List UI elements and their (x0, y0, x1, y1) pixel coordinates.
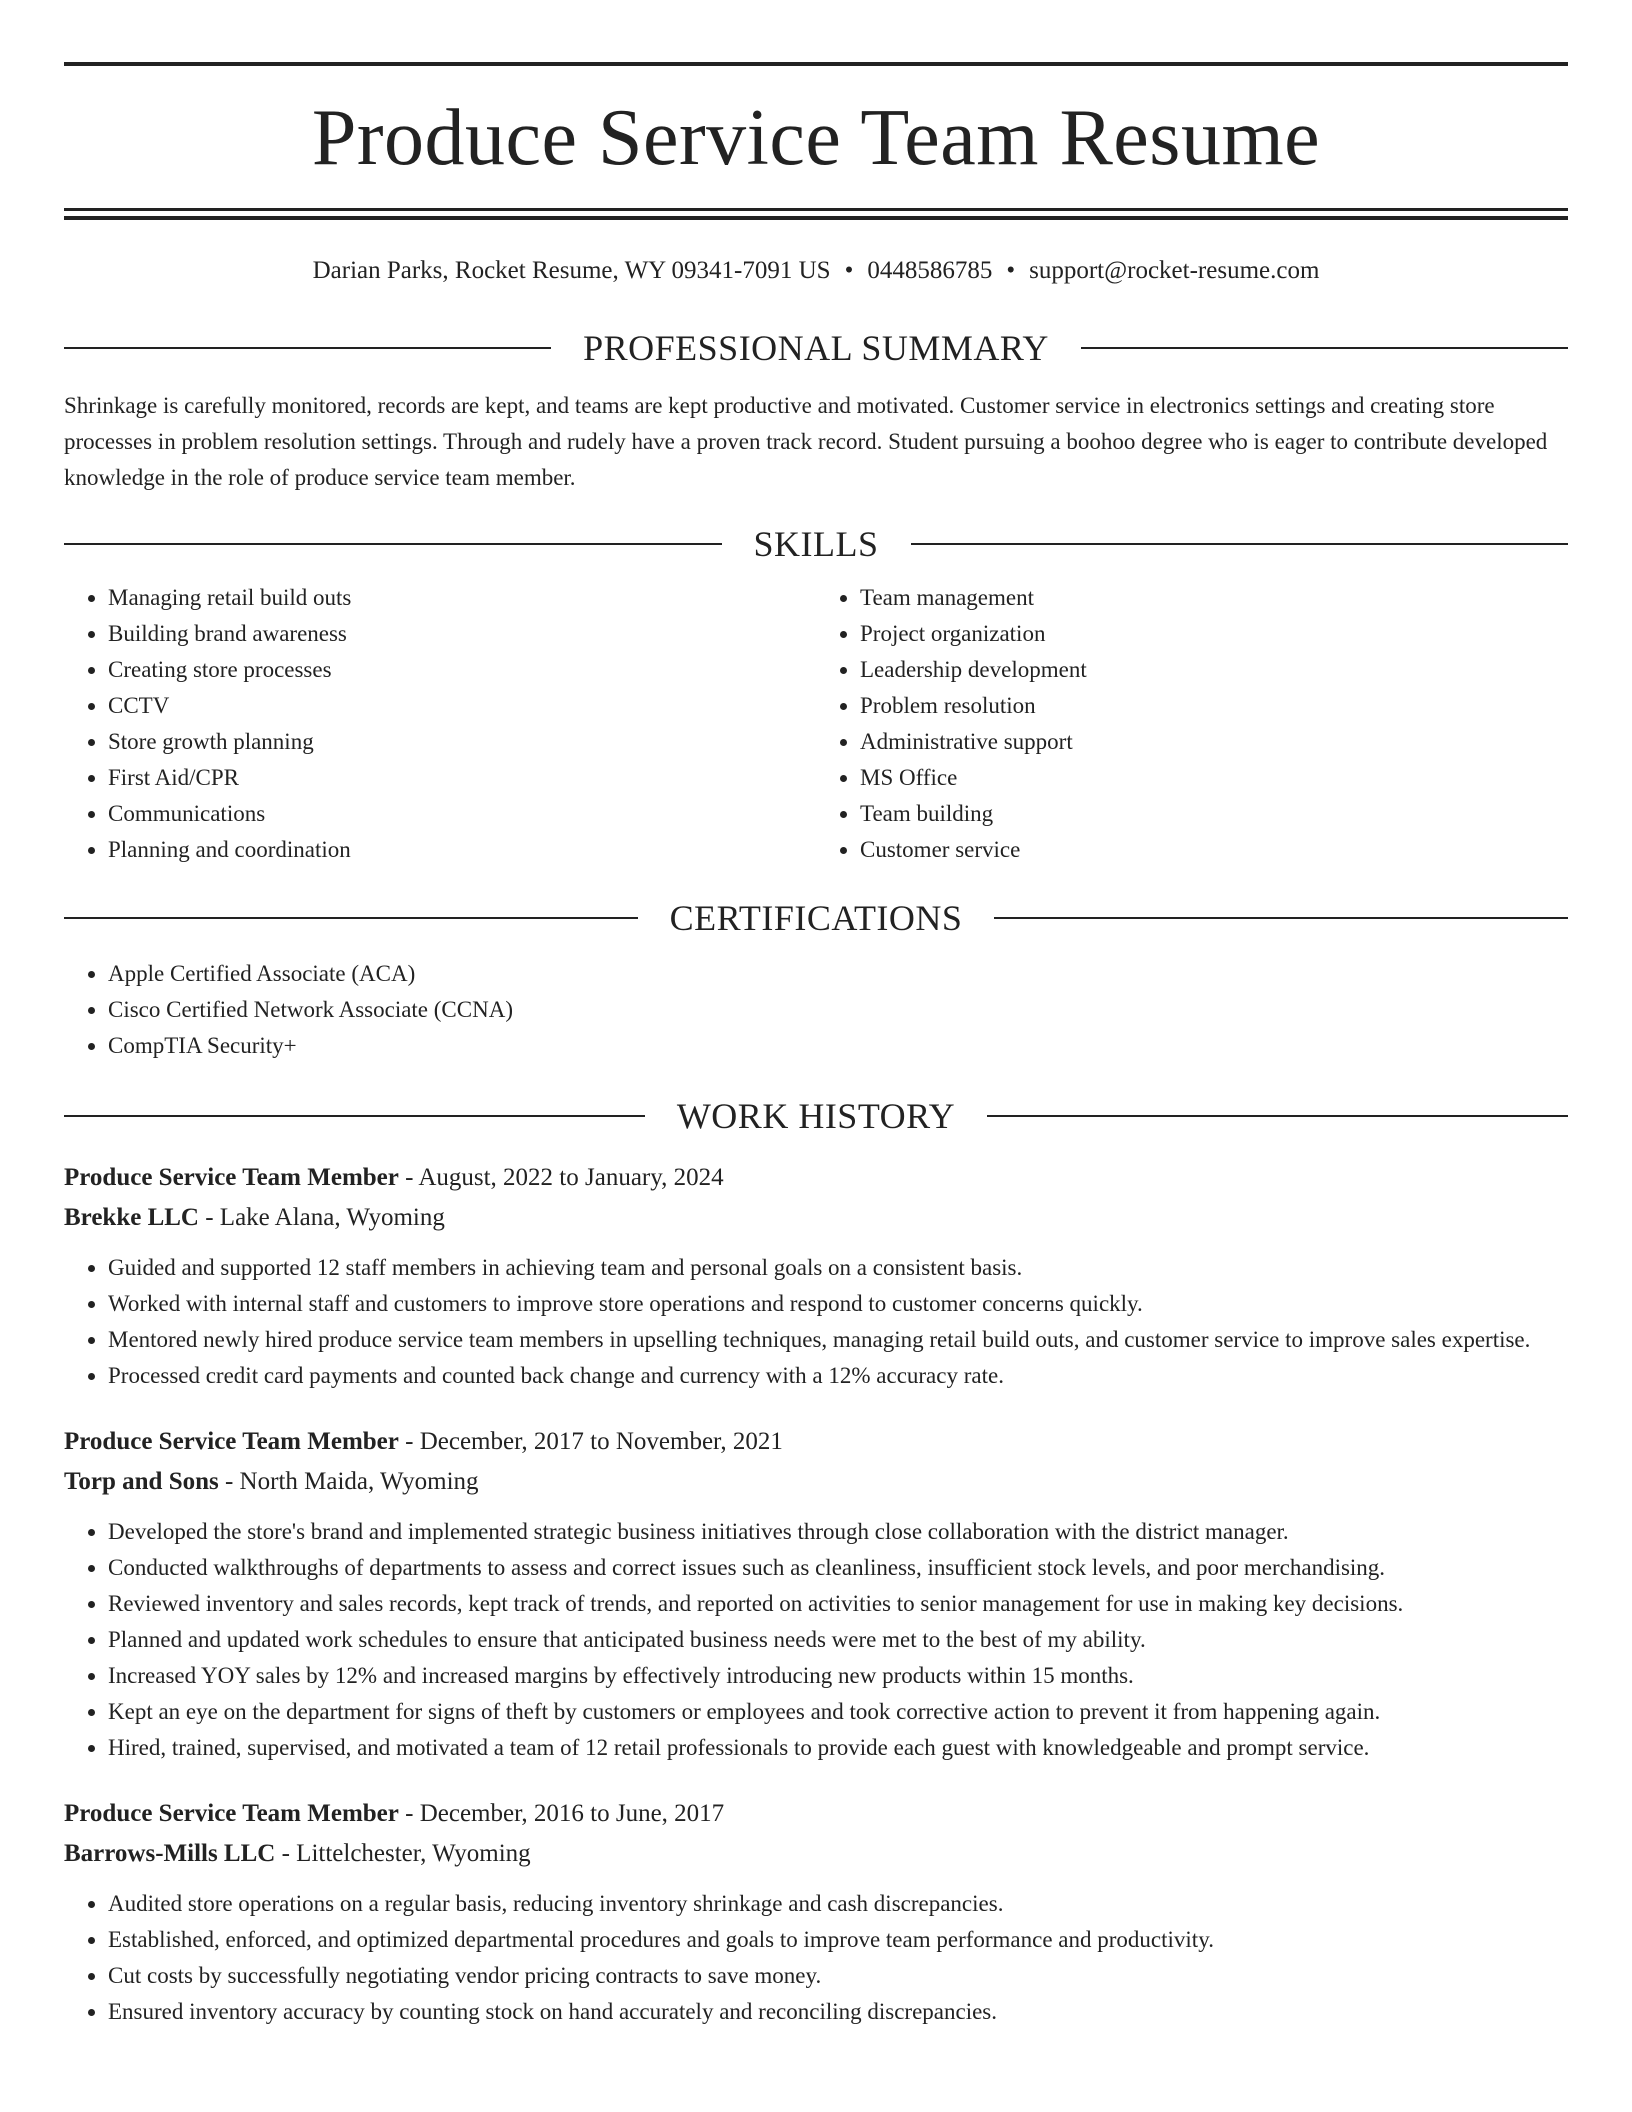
job-bullet: • Processed credit card payments and counted back change and currency with a 12% accuracy rate. (108, 1358, 1568, 1394)
job-bullet: • Mentored newly hired produce service team members in upselling techniques, managing retail build outs, and customer service to improve sales expertise. (108, 1322, 1568, 1358)
skill-item: • CCTV (108, 688, 816, 724)
certifications-heading-label: CERTIFICATIONS (669, 898, 963, 938)
job-company: Barrows-Mills LLC (64, 1840, 276, 1867)
skill-item: • Communications (108, 796, 816, 832)
contact-separator: • (844, 257, 854, 284)
skills-column-left (64, 580, 816, 868)
skill-item: • Leadership development (860, 652, 1568, 688)
job-company-line (64, 1462, 1568, 1502)
job-bullet: • Established, enforced, and optimized departmental procedures and goals to improve team performance and productivity. (108, 1922, 1568, 1958)
job-dates: - December, 2017 to November, 2021 (398, 1428, 783, 1455)
heading-rule-right (1081, 347, 1568, 349)
summary-heading-label: PROFESSIONAL SUMMARY (583, 328, 1049, 368)
certification-item: • Cisco Certified Network Associate (CCNA) (108, 992, 1568, 1028)
job-bullet: • Hired, trained, supervised, and motivated a team of 12 retail professionals to provide each guest with knowledgeable and prompt service. (108, 1730, 1568, 1766)
job-title: Produce Service Team Member (64, 1164, 399, 1191)
job-bullet: • Audited store operations on a regular basis, reducing inventory shrinkage and cash discrepancies. (108, 1886, 1568, 1922)
job-bullet: • Kept an eye on the department for signs of theft by customers or employees and took corrective action to prevent it from happening again. (108, 1694, 1568, 1730)
heading-rule-right (994, 917, 1568, 919)
skill-item: • MS Office (860, 760, 1568, 796)
job-bullet: • Increased YOY sales by 12% and increased margins by effectively introducing new products within 15 months. (108, 1658, 1568, 1694)
contact-separator: • (1006, 257, 1016, 284)
skill-item: • Store growth planning (108, 724, 816, 760)
job-bullets (64, 1514, 1568, 1766)
job-title: Produce Service Team Member (64, 1800, 399, 1827)
contact-line (64, 256, 1568, 286)
job-bullet: • Guided and supported 12 staff members in achieving team and personal goals on a consistent basis. (108, 1250, 1568, 1286)
resume-title: Produce Service Team Resume (311, 94, 1321, 182)
job-bullet: • Worked with internal staff and customers to improve store operations and respond to customer concerns quickly. (108, 1286, 1568, 1322)
job-company: Brekke LLC (64, 1204, 199, 1231)
work-history-section-heading (64, 1098, 1568, 1134)
work-history-list (64, 1158, 1568, 2030)
certification-item: • Apple Certified Associate (ACA) (108, 956, 1568, 992)
heading-rule-right (987, 1115, 1568, 1117)
skills-heading-label: SKILLS (753, 524, 879, 564)
skill-item: • Managing retail build outs (108, 580, 816, 616)
job-location: - Littelchester, Wyoming (275, 1840, 531, 1867)
job-title: Produce Service Team Member (64, 1428, 399, 1455)
job-company-line (64, 1198, 1568, 1238)
skills-section-heading (64, 526, 1568, 562)
summary-section-heading (64, 330, 1568, 366)
job-bullet: • Conducted walkthroughs of departments to assess and correct issues such as cleanliness, insufficient stock levels, and poor merchandising. (108, 1550, 1568, 1586)
heading-rule-right (911, 543, 1569, 545)
skill-item: • Team management (860, 580, 1568, 616)
job-entry (64, 1158, 1568, 1394)
skill-item: • Team building (860, 796, 1568, 832)
top-rule (64, 62, 1568, 66)
skill-item: • First Aid/CPR (108, 760, 816, 796)
job-location: - North Maida, Wyoming (218, 1468, 479, 1495)
job-company: Torp and Sons (64, 1468, 219, 1495)
job-bullets (64, 1250, 1568, 1394)
skill-item: • Project organization (860, 616, 1568, 652)
skill-item: • Administrative support (860, 724, 1568, 760)
skill-item: • Problem resolution (860, 688, 1568, 724)
job-dates: - August, 2022 to January, 2024 (398, 1164, 724, 1191)
skill-item: • Building brand awareness (108, 616, 816, 652)
heading-rule-left (64, 347, 551, 349)
skill-item: • Creating store processes (108, 652, 816, 688)
job-title-line (64, 1158, 1568, 1198)
job-entry (64, 1794, 1568, 2030)
job-entry (64, 1422, 1568, 1766)
job-location: - Lake Alana, Wyoming (198, 1204, 445, 1231)
job-company-line (64, 1834, 1568, 1874)
job-bullets (64, 1886, 1568, 2030)
skill-item: • Customer service (860, 832, 1568, 868)
job-title-line (64, 1794, 1568, 1834)
heading-rule-left (64, 1115, 645, 1117)
contact-email: support@rocket-resume.com (1029, 257, 1320, 284)
job-bullet: • Ensured inventory accuracy by counting stock on hand accurately and reconciling discrepancies. (108, 1994, 1568, 2030)
skill-item: • Planning and coordination (108, 832, 816, 868)
job-title-line (64, 1422, 1568, 1462)
professional-summary-text: Shrinkage is carefully monitored, records are kept, and teams are kept productive and motivated. Customer service in electronics settings and creating store processes in problem resolution settings. Through and rudely have a proven track record. Student pursuing a boohoo degree who is eager to contribute developed knowledge in the role of produce service team member. (64, 393, 1548, 490)
work-history-heading-label: WORK HISTORY (676, 1096, 956, 1136)
job-bullet: • Developed the store's brand and implemented strategic business initiatives through close collaboration with the district manager. (108, 1514, 1568, 1550)
heading-rule-left (64, 543, 722, 545)
contact-address: Darian Parks, Rocket Resume, WY 09341-7091 US (312, 257, 831, 284)
certification-item: • CompTIA Security+ (108, 1028, 1568, 1064)
job-bullet: • Reviewed inventory and sales records, kept track of trends, and reported on activities to senior management for use in making key decisions. (108, 1586, 1568, 1622)
job-bullet: • Planned and updated work schedules to ensure that anticipated business needs were met to the best of my ability. (108, 1622, 1568, 1658)
certifications-section-heading (64, 900, 1568, 936)
certifications-list (64, 956, 1568, 1064)
job-dates: - December, 2016 to June, 2017 (398, 1800, 725, 1827)
skills-list (64, 580, 1568, 868)
skills-column-right (816, 580, 1568, 868)
job-bullet: • Cut costs by successfully negotiating vendor pricing contracts to save money. (108, 1958, 1568, 1994)
contact-phone: 0448586785 (867, 257, 993, 284)
heading-rule-left (64, 917, 638, 919)
title-double-rule (64, 208, 1568, 220)
